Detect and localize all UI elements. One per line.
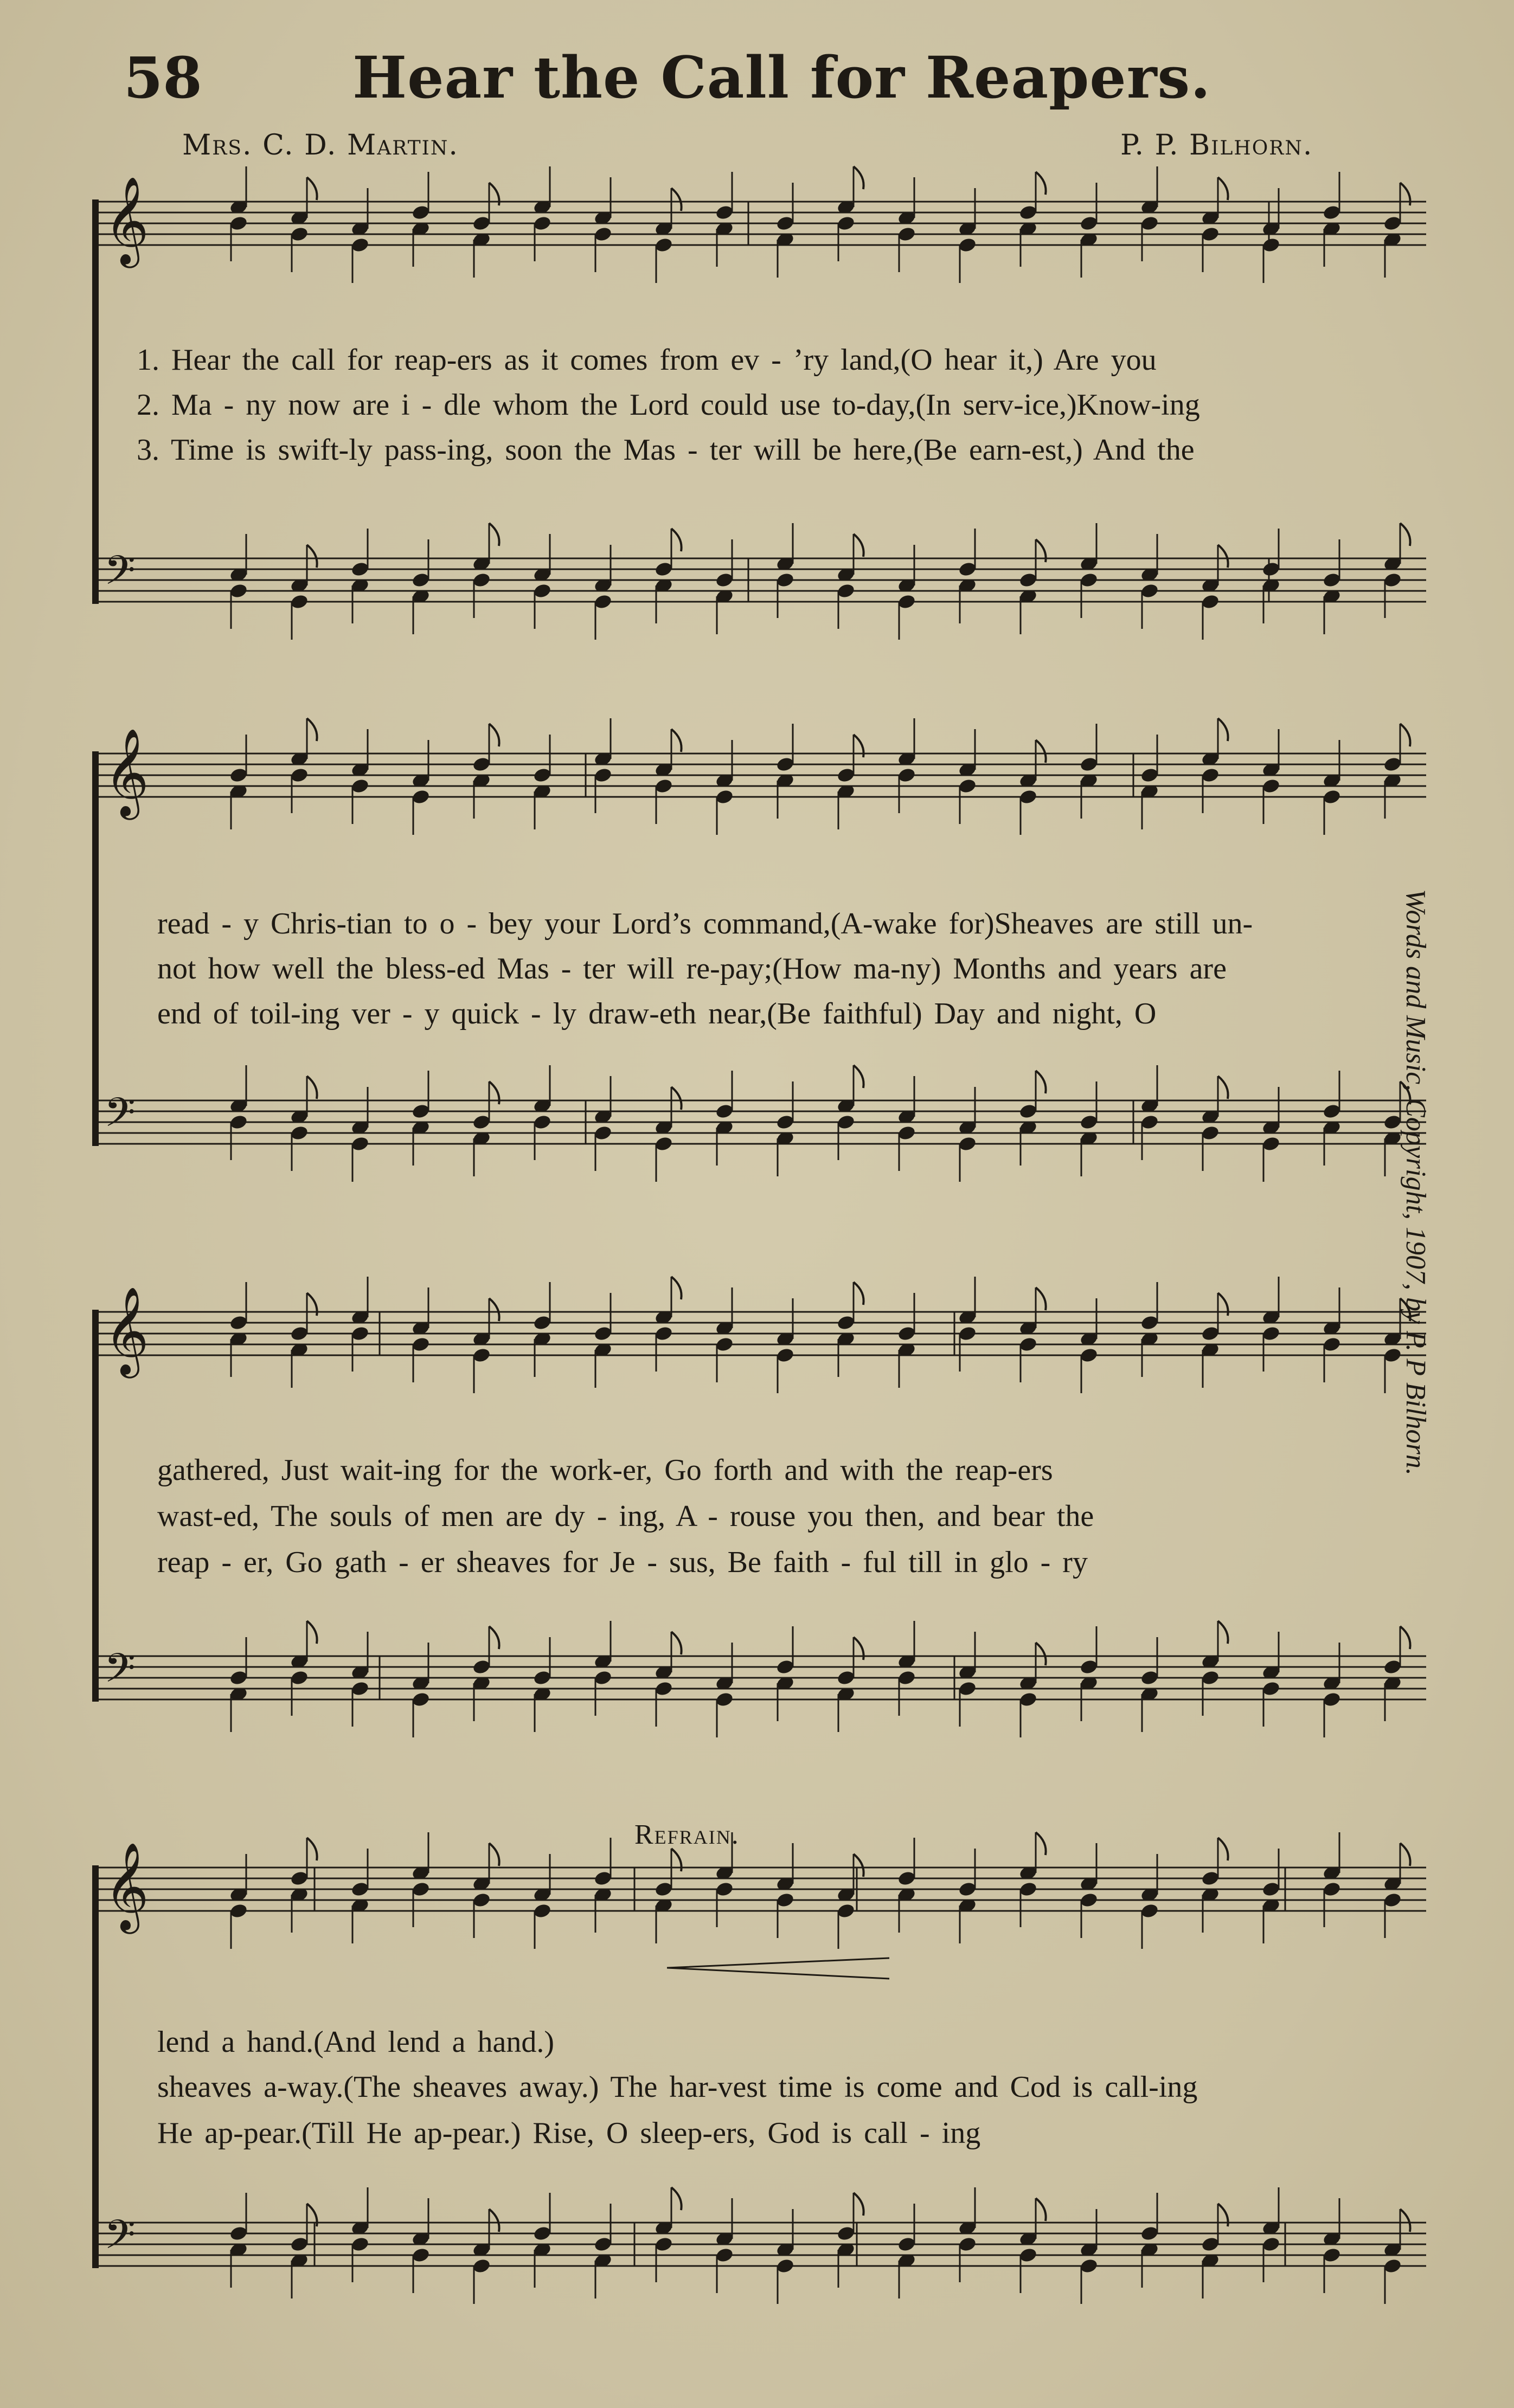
note-flag xyxy=(1036,172,1046,195)
note-flag xyxy=(671,1277,682,1299)
lyric-line: wast-ed, The souls of men are dy - ing, A - rouse you then, and bear the xyxy=(157,1499,1094,1533)
note-flag xyxy=(1400,1626,1410,1649)
treble-clef-icon: 𝄞 xyxy=(104,1286,149,1375)
treble-clef-icon: 𝄞 xyxy=(104,176,149,265)
lyric-line: read - y Chris-tian to o - bey your Lord’s command,(A-wake for)Sheaves are still un- xyxy=(157,907,1253,941)
note-flag xyxy=(1036,1287,1046,1310)
note-flag xyxy=(1218,1838,1228,1860)
bass-clef-icon: 𝄢 xyxy=(104,1089,136,1146)
treble-clef-icon: 𝄞 xyxy=(104,1842,149,1930)
note-flag xyxy=(489,724,499,746)
note-flag xyxy=(489,1298,499,1321)
note-flag xyxy=(307,1076,317,1099)
lyric-line: reap - er, Go gath - er sheaves for Je - sus, Be faith - ful till in glo - ry xyxy=(157,1546,1088,1579)
note-flag xyxy=(1218,177,1228,200)
system-bracket xyxy=(92,199,99,604)
note-flag xyxy=(489,1843,499,1866)
note-flag xyxy=(1400,1843,1410,1866)
note-flag xyxy=(671,188,682,211)
note-flag xyxy=(1036,1832,1046,1855)
note-flag xyxy=(307,177,317,200)
note-flag xyxy=(1218,718,1228,741)
copyright-notice: Words and Music, Copyright, 1907, by P. P Bilhorn. xyxy=(1400,889,1431,1476)
note-flag xyxy=(307,1621,317,1644)
lyric-line: gathered, Just wait-ing for the work-er, Go forth and with the reap-ers xyxy=(157,1453,1053,1487)
bass-clef-icon: 𝄢 xyxy=(104,2211,136,2268)
lyric-line: lend a hand.(And lend a hand.) xyxy=(157,2025,554,2059)
note-flag xyxy=(1036,1643,1046,1665)
crescendo-hairpin xyxy=(667,1958,889,1979)
note-flag xyxy=(854,1854,864,1877)
note-flag xyxy=(671,1632,682,1654)
lyric-line: end of toil-ing ver - y quick - ly draw-eth near,(Be faithful) Day and night, O xyxy=(157,997,1157,1031)
note-flag xyxy=(854,1065,864,1088)
note-flag xyxy=(1218,545,1228,568)
lyric-line: 1. Hear the call for reap-ers as it comes from ev - ’ry land,(O hear it,) Are you xyxy=(137,343,1157,377)
note-flag xyxy=(671,1087,682,1110)
system-bracket xyxy=(92,1865,99,2268)
note-flag xyxy=(1400,523,1410,546)
note-flag xyxy=(854,166,864,189)
refrain-label: Refrain. xyxy=(634,1819,740,1850)
note-flag xyxy=(671,529,682,551)
lyric-line: sheaves a-way.(The sheaves away.) The har-vest time is come and Cod is call-ing xyxy=(157,2070,1198,2104)
note-flag xyxy=(1218,1076,1228,1099)
system-bracket xyxy=(92,1310,99,1702)
note-flag xyxy=(854,1282,864,1305)
author-credit: Mrs. C. D. Martin. xyxy=(182,129,459,162)
note-flag xyxy=(307,1838,317,1860)
note-flag xyxy=(1036,2198,1046,2221)
note-flag xyxy=(489,1626,499,1649)
note-flag xyxy=(1036,740,1046,763)
composer-credit: P. P. Bilhorn. xyxy=(1120,129,1313,162)
page-number: 58 xyxy=(124,44,202,111)
note-flag xyxy=(1400,2209,1410,2232)
note-flag xyxy=(489,523,499,546)
hymn-title: Hear the Call for Reapers. xyxy=(352,43,1211,111)
note-flag xyxy=(1218,1621,1228,1644)
lyric-line: 2. Ma - ny now are i - dle whom the Lord could use to-day,(In serv-ice,)Know-ing xyxy=(137,388,1200,422)
bass-clef-icon: 𝄢 xyxy=(104,547,136,604)
note-flag xyxy=(307,718,317,741)
note-flag xyxy=(854,2193,864,2216)
note-flag xyxy=(671,2187,682,2210)
note-flag xyxy=(671,729,682,752)
lyric-line: not how well the bless-ed Mas - ter will re-pay;(How ma-ny) Months and years are xyxy=(157,952,1227,986)
note-flag xyxy=(1400,724,1410,746)
system-bracket xyxy=(92,751,99,1146)
note-flag xyxy=(307,545,317,568)
treble-clef-icon: 𝄞 xyxy=(104,728,149,816)
bass-clef-icon: 𝄢 xyxy=(104,1645,136,1702)
lyric-line: 3. Time is swift-ly pass-ing, soon the Mas - ter will be here,(Be earn-est,) And the xyxy=(137,433,1195,467)
note-flag xyxy=(1036,1071,1046,1093)
lyric-line: He ap-pear.(Till He ap-pear.) Rise, O sleep-ers, God is call - ing xyxy=(157,2116,981,2150)
note-flag xyxy=(854,534,864,557)
note-flag xyxy=(489,2209,499,2232)
